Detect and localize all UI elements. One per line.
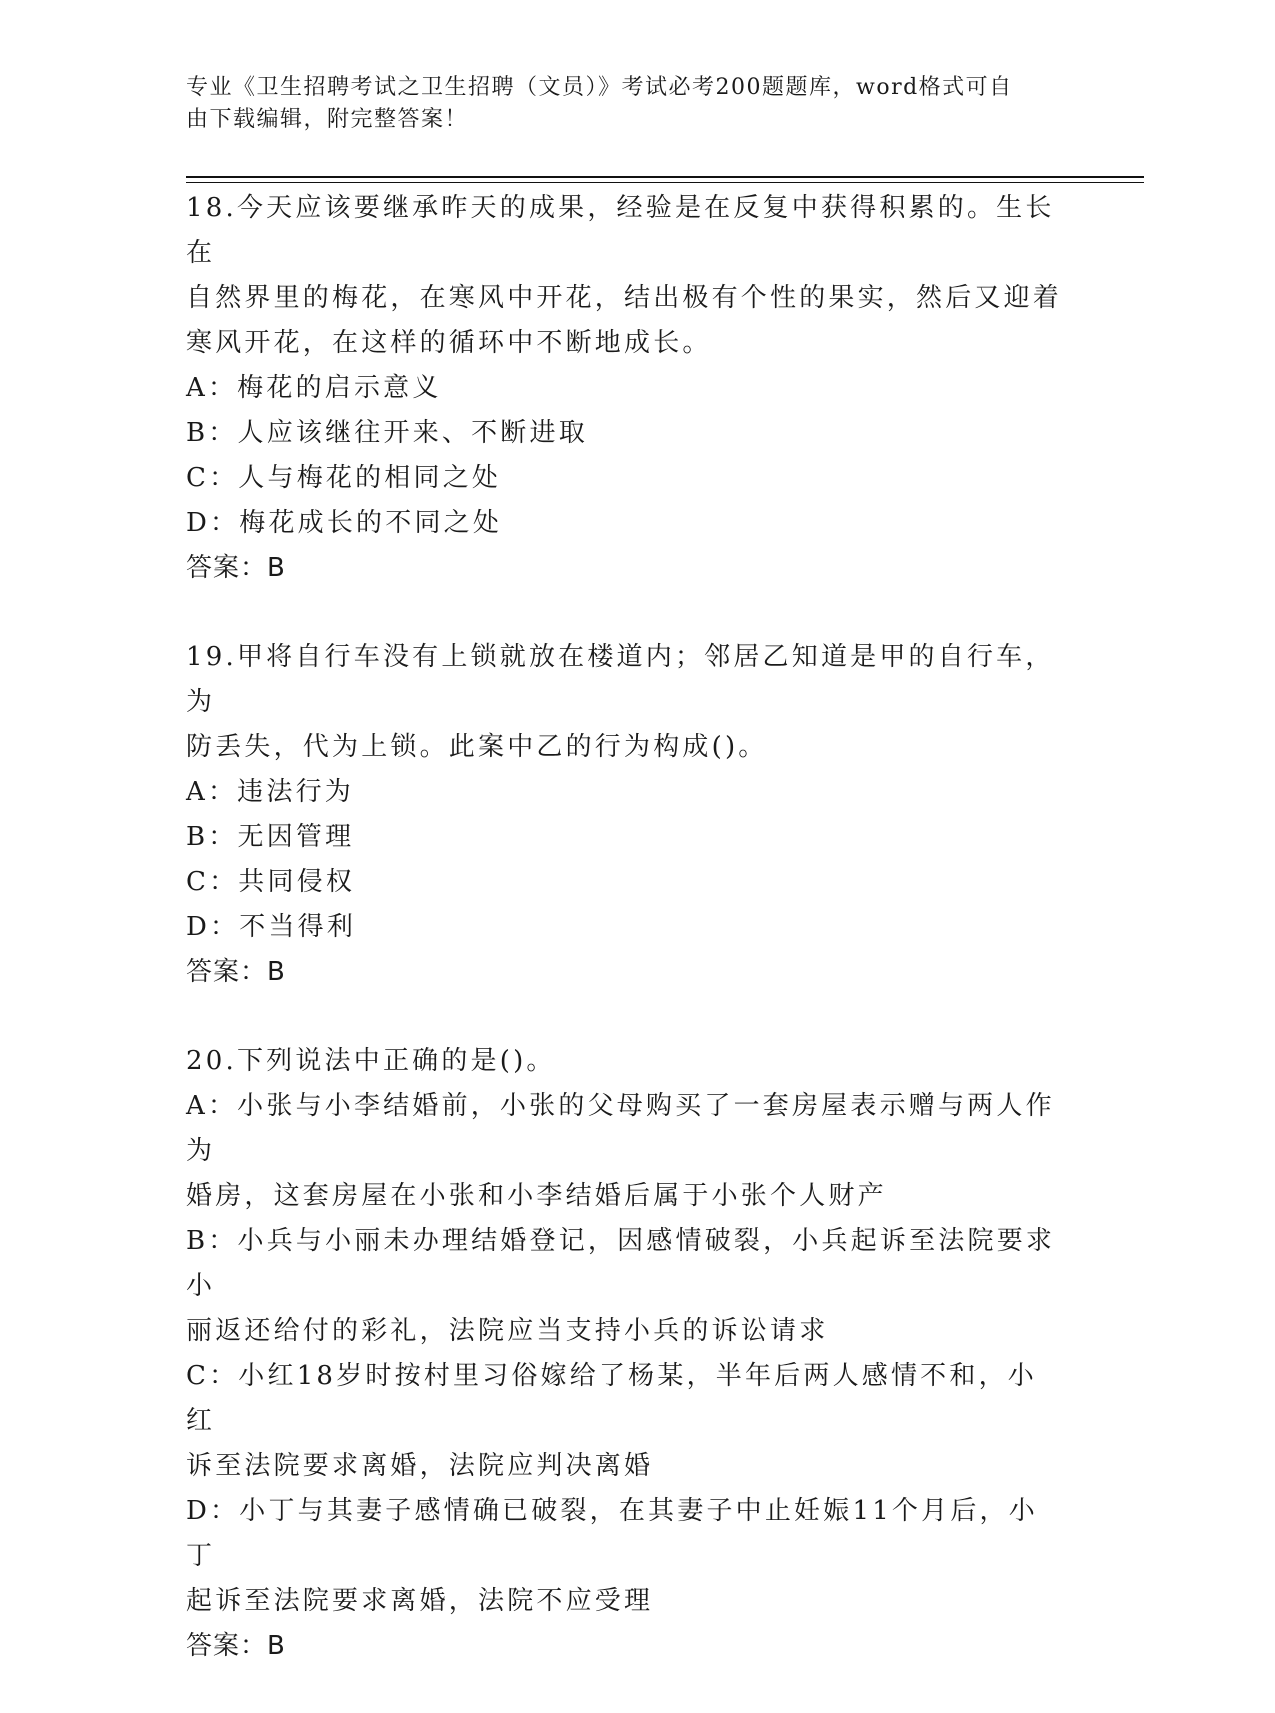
- answer-label: 答案：B: [186, 553, 286, 583]
- option-b: B：无因管理: [186, 822, 355, 852]
- option-d: D：梅花成长的不同之处: [186, 508, 503, 538]
- question-18: [186, 186, 1066, 591]
- question-stem-line: 19.甲将自行车没有上锁就放在楼道内；邻居乙知道是甲的自行车，为: [186, 642, 1055, 717]
- question-stem-line: 20.下列说法中正确的是()。: [186, 1046, 556, 1076]
- header-line-2: 由下载编辑，附完整答案！: [186, 107, 469, 132]
- option-c: C：共同侵权: [186, 867, 356, 897]
- option-c: C：人与梅花的相同之处: [186, 463, 502, 493]
- option-a: A：梅花的启示意义: [186, 373, 442, 403]
- question-stem-line: 18.今天应该要继承昨天的成果，经验是在反复中获得积累的。生长在: [186, 193, 1055, 268]
- document-header: [186, 72, 1066, 136]
- option-a: A：小张与小李结婚前，小张的父母购买了一套房屋表示赠与两人作为: [186, 1091, 1055, 1166]
- option-b-continued: 丽返还给付的彩礼，法院应当支持小兵的诉讼请求: [186, 1316, 829, 1346]
- option-d: D：小丁与其妻子感情确已破裂，在其妻子中止妊娠11个月后，小丁: [186, 1496, 1038, 1571]
- option-d-continued: 起诉至法院要求离婚，法院不应受理: [186, 1586, 654, 1616]
- option-c: C：小红18岁时按村里习俗嫁给了杨某，半年后两人感情不和，小红: [186, 1361, 1037, 1436]
- question-stem-line: 寒风开花，在这样的循环中不断地成长。: [186, 328, 712, 358]
- option-a: A：违法行为: [186, 777, 354, 807]
- question-20: [186, 1039, 1066, 1669]
- option-a-continued: 婚房，这套房屋在小张和小李结婚后属于小张个人财产: [186, 1181, 887, 1211]
- answer-label: 答案：B: [186, 1631, 286, 1661]
- header-divider-thick: [186, 176, 1144, 178]
- option-b: B：小兵与小丽未办理结婚登记，因感情破裂，小兵起诉至法院要求小: [186, 1226, 1056, 1301]
- option-c-continued: 诉至法院要求离婚，法院应判决离婚: [186, 1451, 654, 1481]
- answer-label: 答案：B: [186, 957, 286, 987]
- question-stem-line: 防丢失，代为上锁。此案中乙的行为构成()。: [186, 732, 768, 762]
- question-stem-line: 自然界里的梅花，在寒风中开花，结出极有个性的果实，然后又迎着: [186, 283, 1063, 313]
- header-divider-thin: [186, 182, 1144, 183]
- question-19: [186, 635, 1066, 995]
- option-d: D：不当得利: [186, 912, 357, 942]
- option-b: B：人应该继往开来、不断进取: [186, 418, 588, 448]
- question-list: [186, 186, 1066, 1713]
- header-line-1: 专业《卫生招聘考试之卫生招聘（文员）》考试必考200题题库，word格式可自: [186, 75, 1013, 100]
